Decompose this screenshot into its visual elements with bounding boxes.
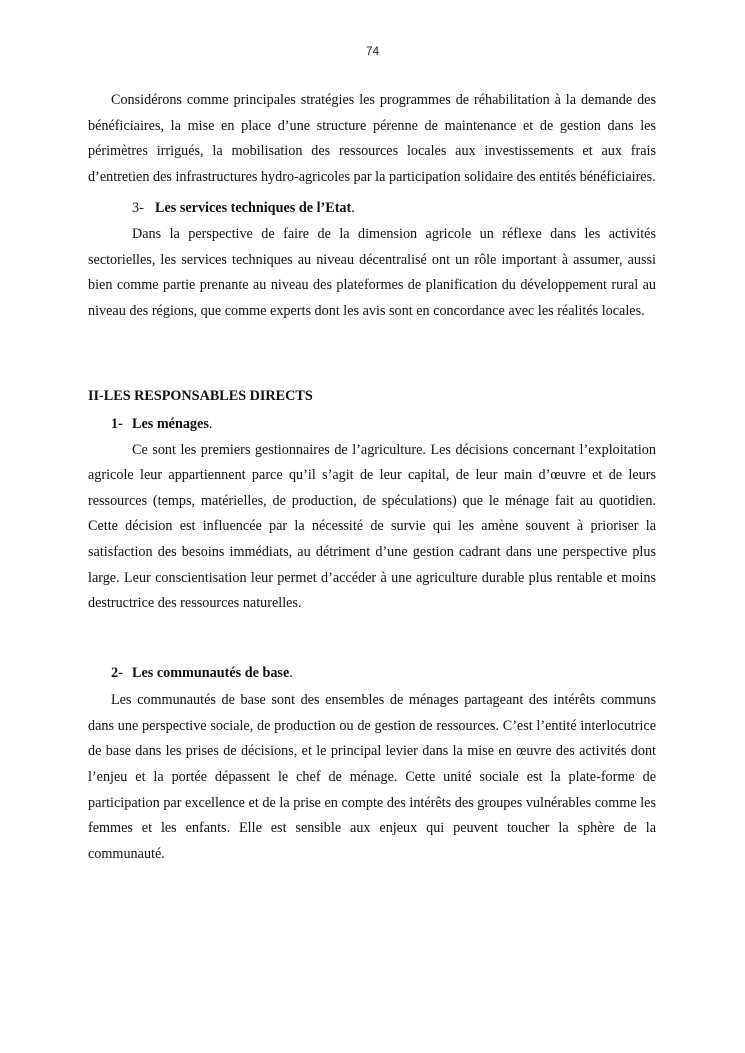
subsection-1-heading bbox=[88, 412, 656, 438]
subsection-1-title: Les ménages bbox=[132, 415, 209, 432]
section-3-number: 3- bbox=[132, 200, 144, 217]
subsection-2-title: Les communautés de base bbox=[132, 664, 290, 681]
part-2-heading: II-LES RESPONSABLES DIRECTS bbox=[88, 388, 313, 405]
subsection-1-paragraph: Ce sont les premiers gestionnaires de l’agriculture. Les décisions concernant l’exploitation agricole leur appartiennent parce qu’il s’agit de leur capital, de leur main d’œuvre et de leurs ressources (temps, matérielles, de production, de spéculations) que le ménage fait au quotidien. Cette décision est influencée par la nécessité de survie qui les amène souvent à prioriser la satisfaction des besoins immédiats, au détriment d’une gestion cadrant dans une perspective plus large. Leur conscientisation leur permet d’accéder à une agriculture durable plus rentable et moins destructrice des ressources naturelles. bbox=[88, 441, 656, 612]
subsection-2-heading bbox=[88, 661, 656, 687]
subsection-1-number: 1- bbox=[111, 415, 123, 432]
subsection-1-title-end: . bbox=[208, 415, 213, 432]
section-3-title: Les services techniques de l’Etat bbox=[155, 200, 352, 217]
page-number: 74 bbox=[365, 44, 380, 58]
intro-paragraph: Considérons comme principales stratégies les programmes de réhabilitation à la demande des bénéficiaires, la mise en place d’une structure pérenne de maintenance et de gestion dans les périmètres irrigués, la mobilisation des ressources locales aux investissements et aux frais d’entretien des infrastructures hydro-agricoles par la participation solidaire des entités bénéficiaires. bbox=[88, 92, 656, 185]
section-3-title-end: . bbox=[351, 200, 355, 217]
section-3-heading bbox=[88, 196, 656, 222]
document-body bbox=[88, 88, 656, 867]
subsection-2-number: 2- bbox=[111, 664, 123, 681]
subsection-2-paragraph: Les communautés de base sont des ensembles de ménages partageant des intérêts communs dans une perspective sociale, de production ou de gestion de ressources. C’est l’entité interlocutrice de base dans les prises de décisions, et le principal levier dans la mise en œuvre des activités dont l’enjeu et la portée dépassent le chef de ménage. Cette unité sociale est la plate-forme de participation par excellence et de la prise en compte des intérêts des groupes vulnérables comme les femmes et les enfants. Elle est sensible aux enjeux qui peuvent toucher la sphère de la communauté. bbox=[88, 692, 656, 862]
subsection-2-title-end: . bbox=[289, 664, 293, 681]
section-3-paragraph: Dans la perspective de faire de la dimension agricole un réflexe dans les activités sectorielles, les services techniques au niveau décentralisé ont un rôle important à assumer, aussi bien comme partie prenante au niveau des plateformes de planification du développement rural au niveau des régions, que comme experts dont les avis sont en concordance avec les réalités locales. bbox=[88, 225, 656, 319]
